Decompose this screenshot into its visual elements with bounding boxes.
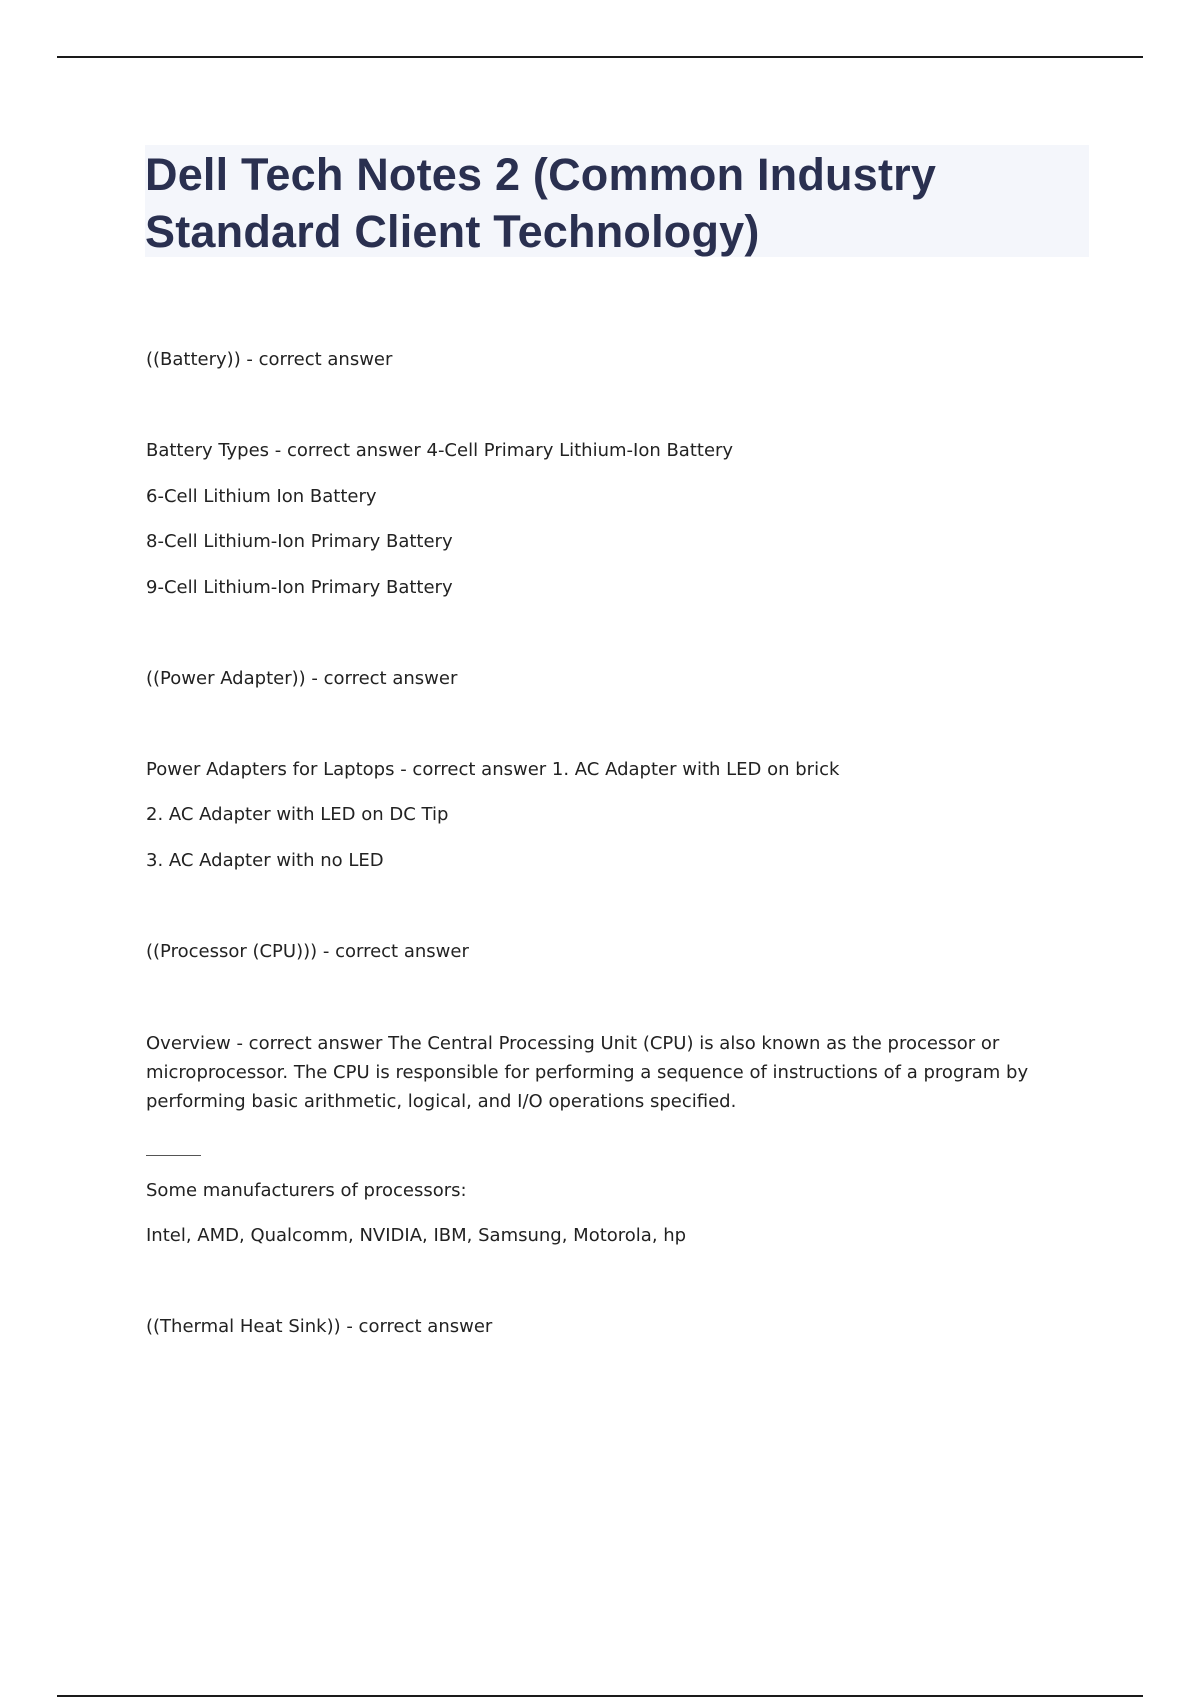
document-title: Dell Tech Notes 2 (Common Industry Standard Client Technology) [145,149,937,257]
power-adapter-item: 2. AC Adapter with LED on DC Tip [146,804,449,825]
battery-type-item: 8-Cell Lithium-Ion Primary Battery [146,531,453,552]
section-separator [146,1155,201,1156]
manufacturers-label: Some manufacturers of processors: [146,1180,467,1201]
power-adapters-line: Power Adapters for Laptops - correct answer 1. AC Adapter with LED on brick [146,759,840,780]
processor-heading: ((Processor (CPU))) - correct answer [146,941,469,962]
bottom-divider [57,1695,1143,1697]
top-divider [57,56,1143,58]
processor-overview: Overview - correct answer The Central Processing Unit (CPU) is also known as the processor or microprocessor. The CPU is responsible for performing a sequence of instructions of a program by performing basic arithmetic, logical, and I/O operations specified. [146,1033,1029,1112]
power-adapter-heading: ((Power Adapter)) - correct answer [146,668,458,689]
battery-types-line: Battery Types - correct answer 4-Cell Primary Lithium-Ion Battery [146,440,734,461]
battery-type-item: 6-Cell Lithium Ion Battery [146,486,377,507]
manufacturers-list: Intel, AMD, Qualcomm, NVIDIA, IBM, Samsung, Motorola, hp [146,1225,687,1246]
power-adapter-item: 3. AC Adapter with no LED [146,850,384,871]
battery-heading: ((Battery)) - correct answer [146,349,393,370]
heat-sink-heading: ((Thermal Heat Sink)) - correct answer [146,1316,493,1337]
battery-type-item: 9-Cell Lithium-Ion Primary Battery [146,577,453,598]
